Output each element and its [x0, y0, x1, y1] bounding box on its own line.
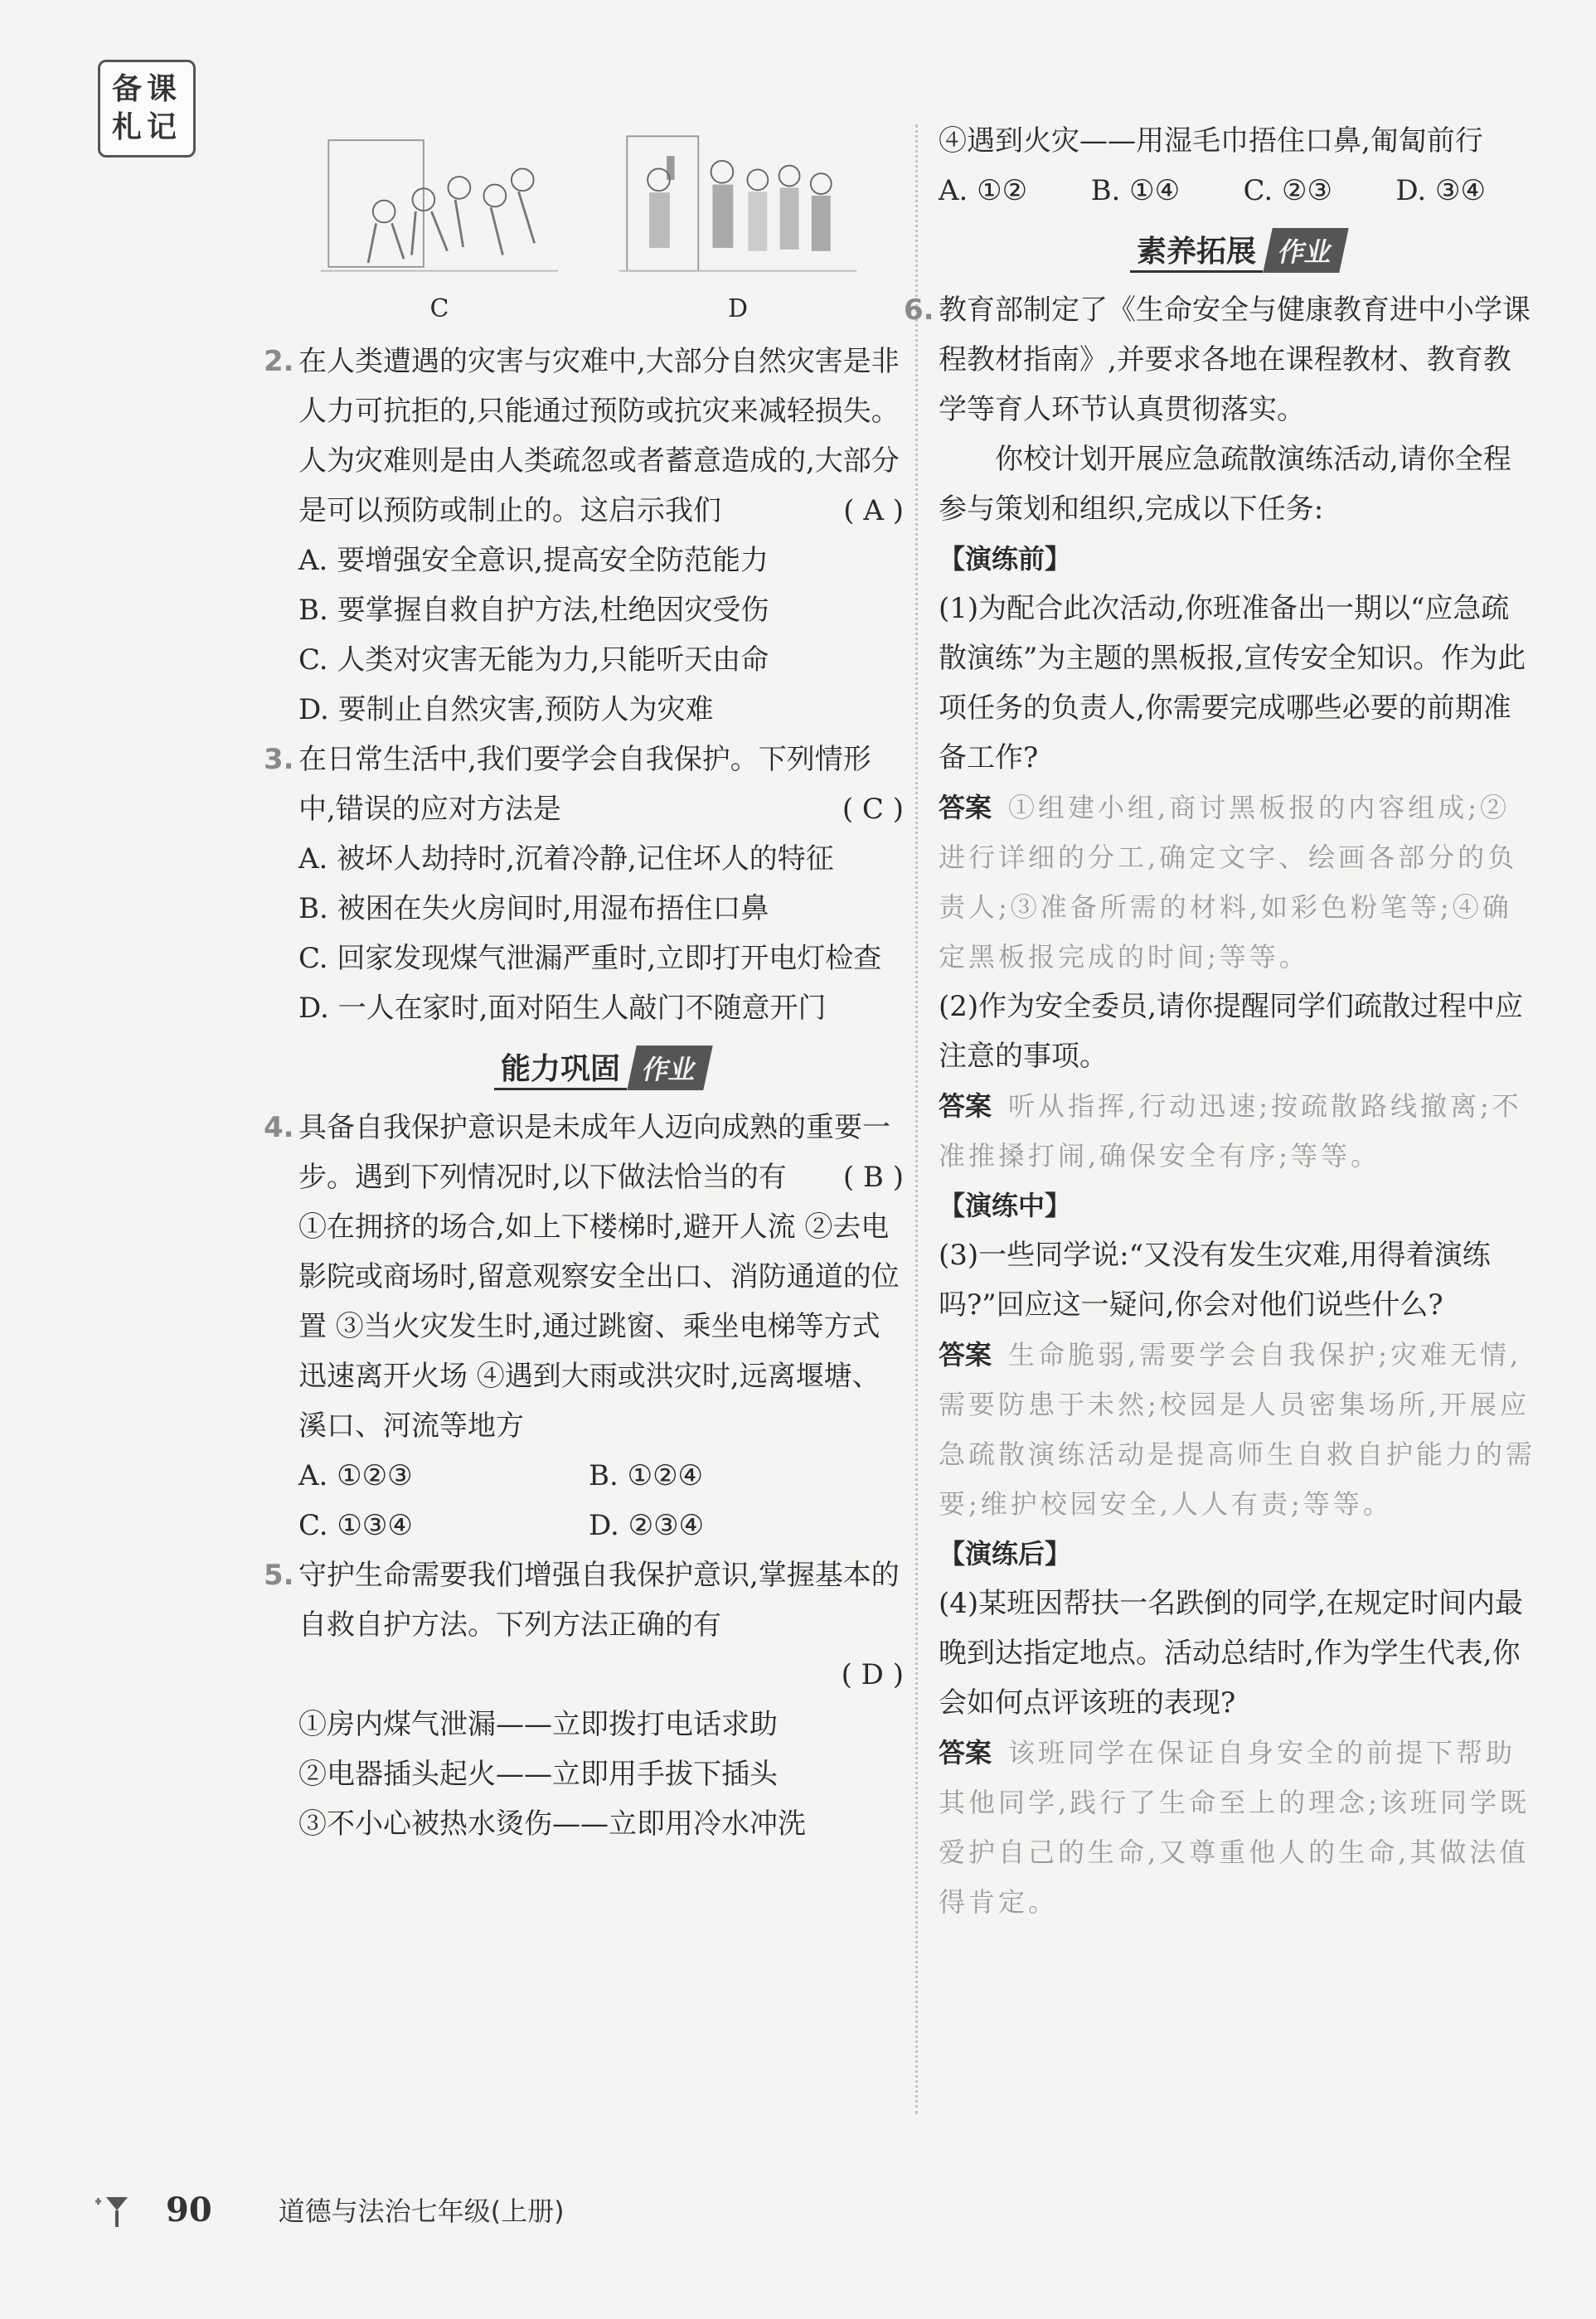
banner-title: 能力巩固 [494, 1045, 627, 1090]
question-4 [264, 1103, 904, 1202]
banner-tag: 作业 [627, 1045, 712, 1090]
question-stem: 具备自我保护意识是未成年人迈向成熟的重要一步。遇到下列情况时,以下做法恰当的有 [298, 1111, 890, 1194]
sub-question-2: (2)作为安全委员,请你提醒同学们疏散过程中应注意的事项。 [939, 990, 1523, 1073]
banner-tag: 作业 [1263, 228, 1348, 273]
answer-1 [939, 783, 1535, 982]
answer-label: 答案 [939, 792, 992, 823]
answer-label: 答案 [939, 1339, 992, 1371]
question-intro: 教育部制定了《生命安全与健康教育进中小学课程教材指南》,并要求各地在课程教材、教育教学等育人环节认真贯彻落实。 [939, 294, 1531, 426]
answer-3 [939, 1330, 1535, 1529]
before-drill-label: 【演练前】 [939, 543, 1072, 575]
option-c: C. 人类对灾害无能为力,只能听天由命 [298, 643, 769, 677]
crowd-rushing-illustration [315, 124, 564, 283]
answer-bracket: ( B ) [842, 1161, 904, 1194]
prep-notes-label: 备课札记 [111, 72, 182, 144]
illustration-c-label: C [429, 294, 449, 323]
answer-text: 生命脆弱,需要学会自我保护;灾难无情,需要防患于未然;校园是人员密集场所,开展应急疏散演练活动是提高师生自救自护能力的需要;维护校园安全,人人有责;等等。 [939, 1339, 1536, 1520]
page-number: 90 [166, 2190, 212, 2229]
during-drill-label: 【演练中】 [939, 1190, 1072, 1221]
statement-4: ④遇到火灾——用湿毛巾捂住口鼻,匍匐前行 [939, 124, 1483, 158]
option-a: A. 被坏人劫持时,沉着冷静,记住坏人的特征 [298, 842, 834, 876]
orderly-queue-illustration [614, 124, 862, 283]
option-c: C. ②③ [1243, 174, 1332, 207]
sparkle-arrow-icon [91, 2189, 133, 2230]
answer-4 [939, 1728, 1535, 1927]
question-5-options [939, 166, 1486, 216]
question-5 [264, 1550, 904, 1650]
sub-question-4: (4)某班因帮扶一名跌倒的同学,在规定时间内最晚到达指定地点。活动总结时,作为学生代表,你会如何点评该班的表现? [939, 1587, 1523, 1720]
illustration-d-label: D [727, 294, 749, 323]
literacy-banner [939, 226, 1535, 275]
sub-question-1: (1)为配合此次活动,你班准备出一期以“应急疏散演练”为主题的黑板报,宣传安全知识。作为此项任务的负责人,你需要完成哪些必要的前期准备工作? [939, 592, 1526, 774]
option-d: D. 一人在家时,面对陌生人敲门不随意开门 [298, 992, 827, 1025]
option-c: C. 回家发现煤气泄漏严重时,立即打开电灯检查 [298, 942, 882, 975]
question-stem: 在日常生活中,我们要学会自我保护。下列情形中,错误的应对方法是 [298, 743, 871, 826]
option-d: D. ②③④ [589, 1509, 705, 1542]
statement-2: ②电器插头起火——立即用手拔下插头 [298, 1758, 778, 1791]
question-number: 6. [904, 294, 934, 327]
option-b: B. 要掌握自救自护方法,杜绝因灾受伤 [298, 594, 769, 627]
option-a: A. ①②③ [298, 1459, 413, 1492]
question-2 [264, 337, 904, 536]
question-number: 2. [264, 345, 294, 378]
page-footer [91, 2189, 565, 2230]
statement-3: ③不小心被热水烫伤——立即用冷水冲洗 [298, 1807, 806, 1841]
answer-text: 该班同学在保证自身安全的前提下帮助其他同学,践行了生命至上的理念;该班同学既爱护自己的生命,又尊重他人的生命,其做法值得肯定。 [939, 1737, 1530, 1918]
banner-title: 素养拓展 [1130, 228, 1263, 273]
question-number: 3. [264, 743, 294, 776]
illustration-d [614, 124, 862, 323]
statement-1: ①房内煤气泄漏——立即拨打电话求助 [298, 1708, 778, 1741]
question-number: 5. [264, 1559, 294, 1592]
answer-text: ①组建小组,商讨黑板报的内容组成;②进行详细的分工,确定文字、绘画各部分的负责人;③准备所需的材料,如彩色粉笔等;④确定黑板报完成的时间;等等。 [939, 792, 1518, 973]
prep-notes-tag [98, 60, 196, 158]
option-d: D. 要制止自然灾害,预防人为灾难 [298, 693, 714, 726]
question-number: 4. [264, 1111, 294, 1144]
option-c: C. ①③④ [298, 1509, 413, 1542]
answer-bracket: ( C ) [842, 793, 904, 826]
left-column [264, 124, 904, 1849]
column-divider [915, 124, 918, 2114]
book-title: 道德与法治七年级(上册) [278, 2195, 565, 2227]
question-stem: 守护生命需要我们增强自我保护意识,掌握基本的自救自护方法。下列方法正确的有 [298, 1559, 900, 1642]
answer-2 [939, 1081, 1535, 1181]
illustrations-row [315, 124, 904, 323]
question-4-options [298, 1451, 904, 1550]
option-b: B. ①④ [1090, 174, 1181, 207]
option-a: A. ①② [939, 174, 1028, 207]
sub-question-3: (3)一些同学说:“又没有发生灾难,用得着演练吗?”回应这一疑问,你会对他们说些什么? [939, 1239, 1491, 1322]
option-b: B. ①②④ [589, 1459, 704, 1492]
option-b: B. 被困在失火房间时,用湿布捂住口鼻 [298, 892, 769, 925]
answer-bracket: ( D ) [841, 1658, 904, 1691]
answer-text: 听从指挥,行动迅速;按疏散路线撤离;不准推搡打闹,确保安全有序;等等。 [939, 1090, 1522, 1172]
option-d: D. ③④ [1395, 174, 1486, 207]
answer-label: 答案 [939, 1737, 992, 1768]
question-6 [904, 285, 1535, 434]
question-4-statements: ①在拥挤的场合,如上下楼梯时,避开人流 ②去电影院或商场时,留意观察安全出口、消防通道的位置 ③当火灾发生时,通过跳窗、乘坐电梯等方式迅速离开火场 ④遇到大雨或洪灾时,远离堰塘、溪口、河流等地方 [298, 1210, 900, 1443]
answer-label: 答案 [939, 1090, 992, 1122]
question-3 [264, 735, 904, 834]
after-drill-label: 【演练后】 [939, 1538, 1072, 1569]
option-a: A. 要增强安全意识,提高安全防范能力 [298, 544, 769, 577]
question-stem: 在人类遭遇的灾害与灾难中,大部分自然灾害是非人力可抗拒的,只能通过预防或抗灾来减轻损失。人为灾难则是由人类疏忽或者蓄意造成的,大部分是可以预防或制止的。这启示我们 [298, 345, 900, 527]
right-column [904, 116, 1536, 1927]
question-task: 你校计划开展应急疏散演练活动,请你全程参与策划和组织,完成以下任务: [939, 443, 1511, 526]
answer-bracket: ( A ) [843, 494, 904, 527]
illustration-c [315, 124, 564, 323]
ability-banner [298, 1043, 904, 1093]
